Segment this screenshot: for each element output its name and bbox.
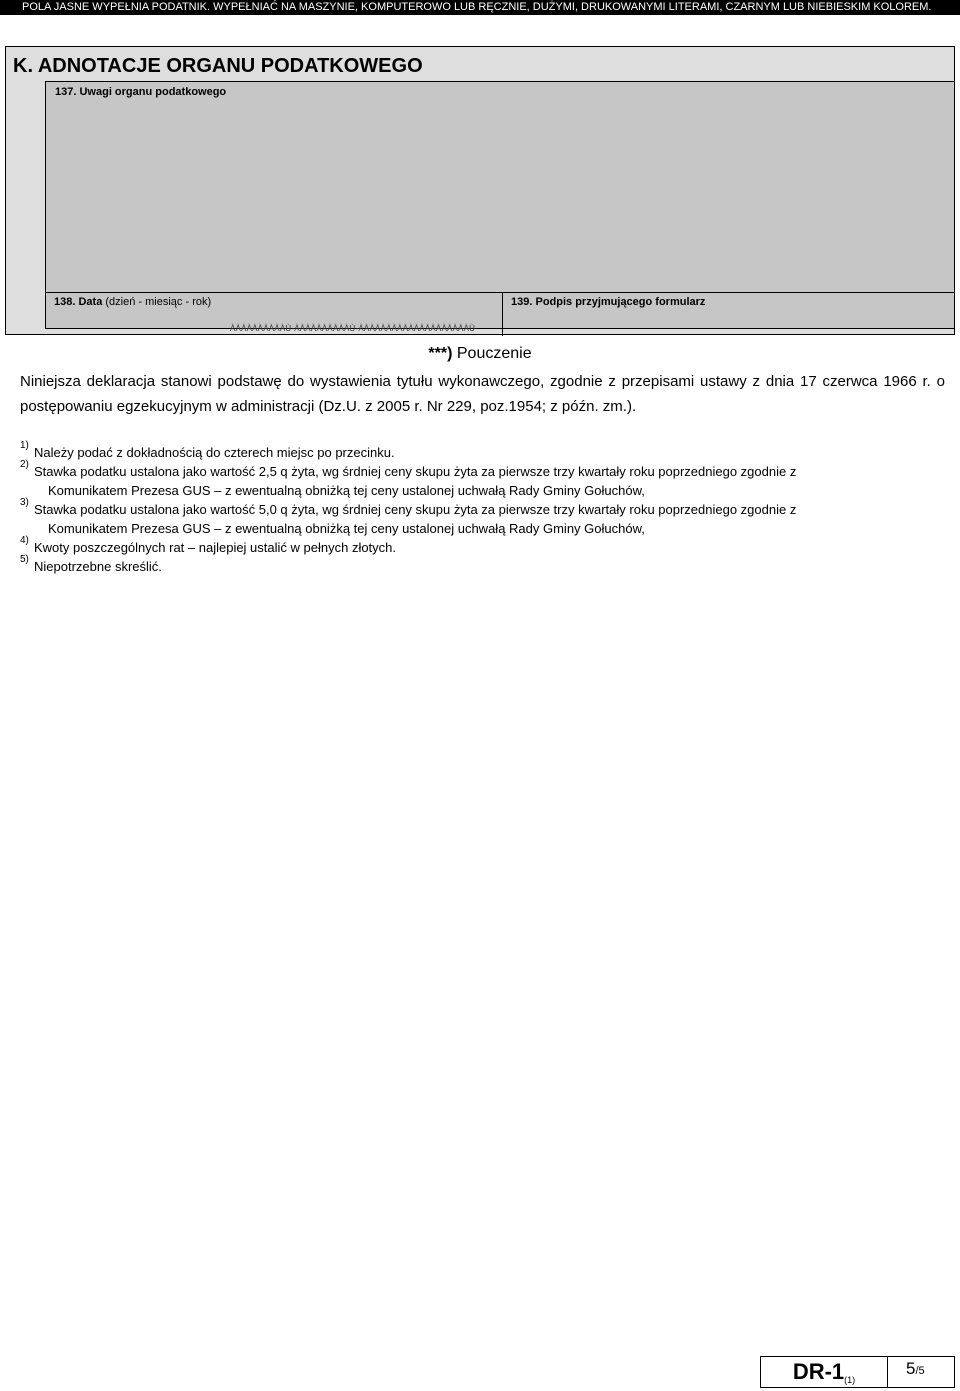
footnote-mark: 1) [20, 440, 29, 451]
field-138-date[interactable] [45, 292, 503, 336]
footnote-mark: 5) [20, 554, 29, 565]
field-139-signature[interactable] [503, 292, 955, 336]
footnote-text: Należy podać z dokładnością do czterech miejsc po przecinku. [34, 445, 395, 460]
footnote-text: Kwoty poszczególnych rat – najlepiej ustalić w pełnych złotych. [34, 540, 397, 555]
footnote-4 [20, 535, 950, 557]
field-138-label [54, 296, 211, 308]
pouczenie-title: Pouczenie [456, 345, 532, 362]
form-code-text: DR-1 [792, 1359, 845, 1384]
footnote-mark: 4) [20, 535, 29, 546]
footnote-text: Stawka podatku ustalona jako wartość 2,5 q żyta, wg śrdniej ceny skupu żyta za pierwsze trzy kwartały roku poprzedniego zgodnie z [34, 464, 797, 479]
footnote-mark: 3) [20, 497, 29, 508]
form-version: (1) [844, 1375, 856, 1385]
field-138-text: Data [78, 296, 103, 308]
field-137-label [55, 86, 226, 98]
pouczenie-heading [0, 345, 960, 363]
section-k-title: K. ADNOTACJE ORGANU PODATKOWEGO [13, 55, 423, 77]
pouczenie-text: Niniejsza deklaracja stanowi podstawę do wystawienia tytułu wykonawczego, zgodnie z przepisami ustawy z dnia 17 czerwca 1966 r. o postępowaniu egzekucyjnym w administracji (Dz.U. z 2005 r. Nr 229, poz.1954; z późn. zm.). [20, 373, 945, 415]
field-139-text: Podpis przyjmującego formularz [535, 296, 706, 308]
field-139-label [511, 296, 705, 308]
page-current: 5 [906, 1359, 916, 1378]
footnote-text: Niepotrzebne skreślić. [34, 559, 162, 574]
field-137-text: Uwagi organu podatkowego [79, 86, 227, 98]
footnotes [20, 440, 950, 576]
form-footer [760, 1356, 955, 1388]
footnote-3 [20, 497, 950, 538]
date-entry-mask: ÀÀÀÀÀÀÀÀÀÀÙ-ÀÀÀÀÀÀÀÀÀÀÙ-ÀÀÀÀÀÀÀÀÀÀÀÀÀÀÀÀÀÀÀÀÙ [230, 324, 476, 333]
top-notice: POLA JASNE WYPEŁNIA PODATNIK. WYPEŁNIAĆ NA MASZYNIE, KOMPUTEROWO LUB RĘCZNIE, DUŻYMI, DRUKOWANYMI LITERAMI, CZARNYM LUB NIEBIESKIM KOLOREM. [0, 0, 960, 15]
page-number [906, 1359, 925, 1379]
pouczenie-marker: ***) [428, 345, 453, 362]
footnote-text: Stawka podatku ustalona jako wartość 5,0 q żyta, wg śrdniej ceny skupu żyta za pierwsze trzy kwartały roku poprzedniego zgodnie z [34, 502, 797, 517]
field-138-hint: (dzień - miesiąc - rok) [105, 296, 212, 308]
footnote-continuation: Komunikatem Prezesa GUS – z ewentualną obniżką tej ceny ustalonej uchwałą Rady Gminy Gołuchów, [48, 483, 645, 498]
footnote-continuation: Komunikatem Prezesa GUS – z ewentualną obniżką tej ceny ustalonej uchwałą Rady Gminy Gołuchów, [48, 521, 645, 536]
footnote-5 [20, 554, 950, 576]
footnote-1 [20, 440, 950, 462]
field-137-number: 137. [55, 86, 77, 98]
page-total: 5 [918, 1365, 925, 1377]
form-code [761, 1357, 888, 1387]
footnote-mark: 2) [20, 459, 29, 470]
field-139-number: 139. [511, 296, 533, 308]
section-k [5, 46, 955, 335]
page-separator: / [915, 1365, 919, 1377]
field-138-number: 138. [54, 296, 76, 308]
footnote-2 [20, 459, 950, 500]
